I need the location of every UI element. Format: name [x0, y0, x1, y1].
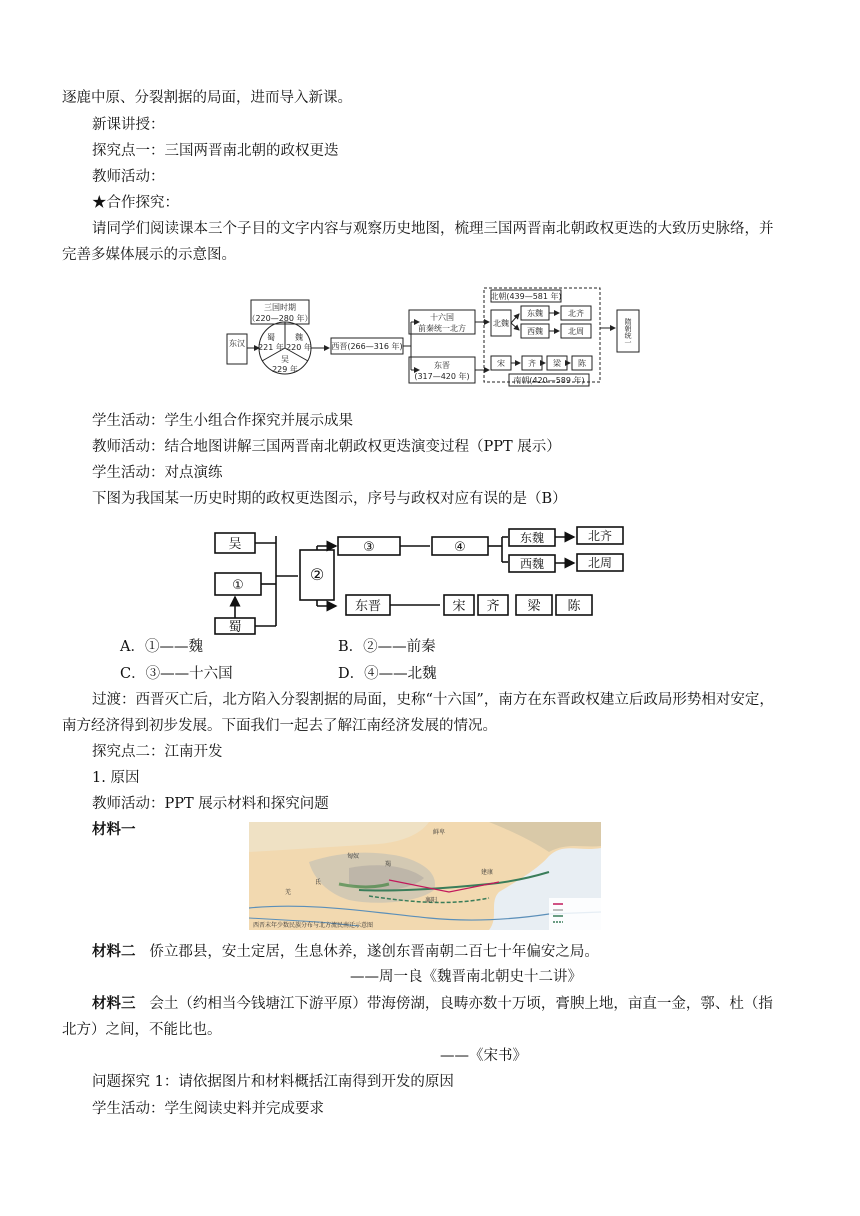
sanguo-years: （220—280 年）	[247, 314, 313, 323]
dongjin-label: 东晋	[434, 361, 450, 370]
dongjin-box: 东晋	[354, 599, 382, 614]
option-a: A．①——魏	[120, 639, 203, 655]
text-line: ★合作探究：	[92, 195, 179, 211]
dongwei-label: 东魏	[527, 309, 543, 318]
section-heading: 探究点二：江南开发	[92, 744, 223, 760]
map-label: 建康	[481, 869, 494, 876]
dongwei-box: 东魏	[519, 531, 545, 545]
text-line: 新课讲授：	[92, 117, 165, 133]
wu-label: 吴	[281, 355, 289, 364]
text-line: 学生活动：对点演练	[92, 465, 223, 481]
text-line: 请同学们阅读课本三个子目的文字内容与观察历史地图，梳理三国两晋南北朝政权更迭的大致历史脉络，并	[92, 221, 774, 237]
option-c: C．③——十六国	[120, 666, 233, 682]
beiwei-label: 北魏	[493, 319, 509, 328]
text-line: 学生活动：学生小组合作探究并展示成果	[92, 413, 353, 429]
map-label: 羯	[385, 861, 392, 868]
shu-year: 221 年	[258, 343, 284, 352]
n4-box: ④	[454, 540, 466, 555]
text-line: 教师活动：	[92, 169, 165, 185]
chen-label: 陈	[578, 359, 586, 368]
qi-label: 齐	[528, 359, 536, 368]
text-line: 完善多媒体展示的示意图。	[62, 247, 236, 263]
xiwei-box: 西魏	[519, 557, 545, 571]
text-line: 南方经济得到初步发展。下面我们一起去了解江南经济发展的情况。	[62, 718, 497, 734]
shiliuguo-label: 十六国	[430, 313, 454, 322]
liang-box: 梁	[527, 599, 541, 614]
map-label: 匈奴	[347, 853, 360, 860]
chen-box: 陈	[567, 599, 581, 614]
beichao-label: 北朝(439—581 年)	[490, 292, 562, 301]
section-heading: 探究点一：三国两晋南北朝的政权更迭	[92, 143, 339, 159]
beizhou-box: 北周	[587, 556, 613, 570]
question-text: 下图为我国某一历史时期的政权更迭图示，序号与政权对应有误的是（B）	[92, 491, 567, 507]
material-source: ——《宋书》	[440, 1048, 527, 1064]
option-b: B．②——前秦	[338, 639, 436, 655]
material-2	[92, 942, 599, 962]
material-label: 材料一	[92, 821, 136, 838]
wu-year: 229 年	[272, 365, 298, 374]
material-text: 北方）之间，不能比也。	[62, 1022, 222, 1038]
beiqi-box: 北齐	[587, 529, 613, 543]
qi-box: 齐	[486, 599, 500, 614]
material-source: ——周一良《魏晋南北朝史十二讲》	[350, 969, 582, 985]
wei-year: 220 年	[286, 343, 312, 352]
qianqin-label: 前秦统一北方	[418, 324, 466, 333]
material-label: 材料三	[92, 995, 136, 1012]
map-label: 鲜卑	[433, 829, 446, 836]
question-text: 问题探究 1：请依据图片和材料概括江南得到开发的原因	[92, 1074, 454, 1090]
text-line: 学生活动：学生阅读史料并完成要求	[92, 1101, 324, 1117]
beiqi-label: 北齐	[568, 309, 584, 318]
dongjin-years: (317—420 年)	[414, 372, 470, 381]
song-box: 宋	[452, 599, 466, 614]
liang-label: 梁	[553, 359, 561, 368]
shu-box: 蜀	[228, 620, 242, 635]
n3-box: ③	[363, 540, 375, 555]
exercise-diagram	[212, 524, 642, 636]
map-label: 襄阳	[425, 897, 438, 904]
n1-box: ①	[232, 578, 244, 593]
text-line: 1. 原因	[92, 770, 140, 786]
material-text: 会土（约相当今钱塘江下游平原）带海傍湖，良畴亦数十万顷，膏腴上地，亩直一金，鄠、杜（指	[149, 996, 773, 1012]
map-caption: 西晋末年少数民族分布与北方流民南迁示意图	[253, 922, 374, 929]
text-line: 教师活动：PPT 展示材料和探究问题	[92, 796, 329, 812]
xiwei-label: 西魏	[527, 327, 543, 336]
song-label: 宋	[497, 359, 505, 368]
wu-box: 吴	[228, 537, 242, 552]
material-label: 材料二	[92, 943, 136, 960]
migration-map	[249, 822, 601, 930]
dynasty-succession-diagram	[225, 282, 645, 394]
map-label: 羌	[285, 889, 292, 896]
beizhou-label: 北周	[568, 327, 584, 336]
wei-label: 魏	[295, 333, 303, 342]
xijin-label: 西晋(266—316 年)	[331, 342, 403, 351]
text-line: 逐鹿中原、分裂割据的局面，进而导入新课。	[62, 90, 352, 106]
nanchao-label: 南朝(420—589 年)	[513, 376, 585, 385]
sanguo-label: 三国时期	[264, 303, 296, 312]
map-label: 氐	[315, 879, 322, 886]
material-3	[92, 994, 773, 1014]
material-text: 侨立郡县，安土定居，生息休养，遂创东晋南朝二百七十年偏安之局。	[149, 944, 599, 960]
n2-box: ②	[309, 565, 325, 584]
text-line: 教师活动：结合地图讲解三国两晋南北朝政权更迭演变过程（PPT 展示）	[92, 439, 561, 455]
option-d: D．④——北魏	[338, 666, 437, 682]
sui-label: 隋朝统一	[624, 318, 632, 346]
shu-label: 蜀	[267, 333, 275, 342]
text-line: 过渡：西晋灭亡后，北方陷入分裂割据的局面，史称“十六国”，南方在东晋政权建立后政局形势相对安定，	[92, 692, 774, 708]
donghan-label: 东汉	[229, 339, 245, 348]
